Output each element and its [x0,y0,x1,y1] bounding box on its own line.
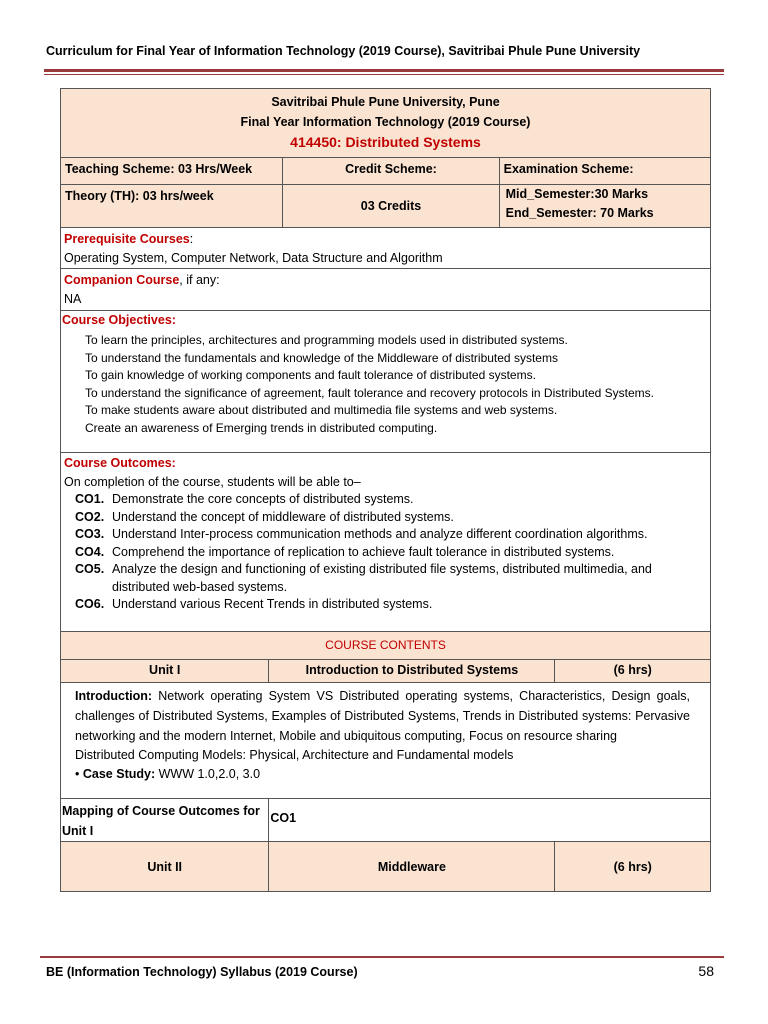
mid-sem-marks: Mid_Semester:30 Marks [505,187,649,201]
footer-rule [40,956,724,958]
outcome-code: CO5. [75,562,105,576]
outcome-text: Analyze the design and functioning of existing distributed file systems, distributed multimedia, and distributed web-based systems. [112,562,652,594]
unit1-hours: (6 hrs) [613,663,652,677]
outcome-text: Understand the concept of middleware of distributed systems. [112,509,454,524]
prerequisite-text: Operating System, Computer Network, Data Structure and Algorithm [64,251,443,265]
companion-suffix: , if any: [179,273,220,287]
teaching-scheme-label: Teaching Scheme: 03 Hrs/Week [61,158,283,184]
unit1-case-study [61,765,710,784]
objectives-list [61,330,710,439]
course-heading [61,89,710,158]
outcome-code: CO6. [75,597,105,611]
unit2-hours: (6 hrs) [613,859,652,874]
scheme-values-row [61,185,710,228]
outcome-code: CO1. [75,492,105,506]
case-study-text: WWW 1.0,2.0, 3.0 [158,767,261,781]
unit1-intro [61,683,710,746]
outcome-code: CO4. [75,544,105,559]
syllabus-table [60,88,711,892]
intro-label: Introduction: [75,689,153,703]
objective-item: To make students aware about distributed and multimedia file systems and web systems. [85,403,558,417]
mapping-label: Mapping of Course Outcomes for Unit I [61,799,269,841]
outcome-item [75,561,710,596]
outcome-item [75,509,710,527]
header-rule-thin [44,74,724,75]
university-name: Savitribai Phule Pune University, Pune [271,95,500,109]
theory-hours: Theory (TH): 03 hrs/week [61,185,283,227]
intro-text: Network operating System VS Distributed operating systems, Characteristics, Design goals, challenges of Distributed Systems, Examples of Distributed Systems, Trends in Distributed systems: Pervasive networking and the modern Internet, Mobile and ubiquitous computing, Focus on resource sharing [75,689,690,743]
outcome-text: Understand Inter-process communication methods and analyze different coordination algorithms. [112,527,648,541]
outcome-text: Comprehend the importance of replication to achieve fault tolerance in distributed systems. [112,544,615,559]
outcome-item [75,491,710,509]
outcome-item [75,526,710,544]
outcome-item [75,544,710,562]
case-study-label: Case Study: [82,767,156,781]
header-rule [44,69,724,72]
companion-label: Companion Course [64,273,180,287]
outcome-code: CO3. [75,527,105,541]
objectives-label: Course Objectives: [62,313,176,327]
outcome-text: Understand various Recent Trends in distributed systems. [112,597,433,611]
credits-value: 03 Credits [283,185,499,227]
exam-marks [500,185,710,227]
unit2-title: Middleware [269,842,555,891]
prerequisite-colon: : [189,232,194,246]
credit-scheme-label: Credit Scheme: [283,158,499,184]
exam-scheme-label: Examination Scheme: [503,162,634,176]
outcomes-label: Course Outcomes: [64,456,176,470]
unit1-content [61,683,710,799]
end-sem-marks: End_Semester: 70 Marks [505,206,654,220]
unit1-mapping-row [61,799,710,842]
program-name: Final Year Information Technology (2019 Course) [240,115,531,129]
prerequisite-section [61,228,710,269]
bullet-icon: • [75,767,80,781]
prerequisite-label: Prerequisite Courses [64,232,190,246]
course-contents-heading: COURSE CONTENTS [61,632,710,660]
footer-text: BE (Information Technology) Syllabus (2019 Course) [46,965,358,979]
course-code-title: 414450: Distributed Systems [290,134,481,150]
unit1-label: Unit I [61,660,269,682]
outcome-item [75,596,710,614]
unit1-models: Distributed Computing Models: Physical, Architecture and Fundamental models [75,748,514,762]
page-number: 58 [698,963,714,979]
running-header: Curriculum for Final Year of Information Technology (2019 Course), Savitribai Phule Pune University [46,44,641,58]
companion-section [61,269,710,311]
outcomes-list [61,491,710,614]
outcome-code: CO2. [75,509,105,524]
objective-item: To learn the principles, architectures and programming models used in distributed systems. [85,333,568,347]
companion-text: NA [64,292,82,306]
objective-item: To understand the fundamentals and knowledge of the Middleware of distributed systems [85,350,558,365]
objective-item: To gain knowledge of working components and fault tolerance of distributed systems. [85,368,536,382]
outcomes-section [61,453,710,632]
mapping-value: CO1 [270,811,297,825]
outcome-text: Demonstrate the core concepts of distributed systems. [112,492,414,506]
scheme-header-row [61,158,710,185]
unit1-header-row [61,660,710,683]
outcomes-intro: On completion of the course, students will be able to– [64,475,361,489]
unit1-title: Introduction to Distributed Systems [269,660,555,682]
objective-item: To understand the significance of agreement, fault tolerance and recovery protocols in Distributed Systems. [85,385,654,400]
objective-item: Create an awareness of Emerging trends in distributed computing. [85,420,438,435]
unit2-header-row [61,842,710,891]
unit2-label: Unit II [61,842,269,891]
objectives-section [61,311,710,453]
